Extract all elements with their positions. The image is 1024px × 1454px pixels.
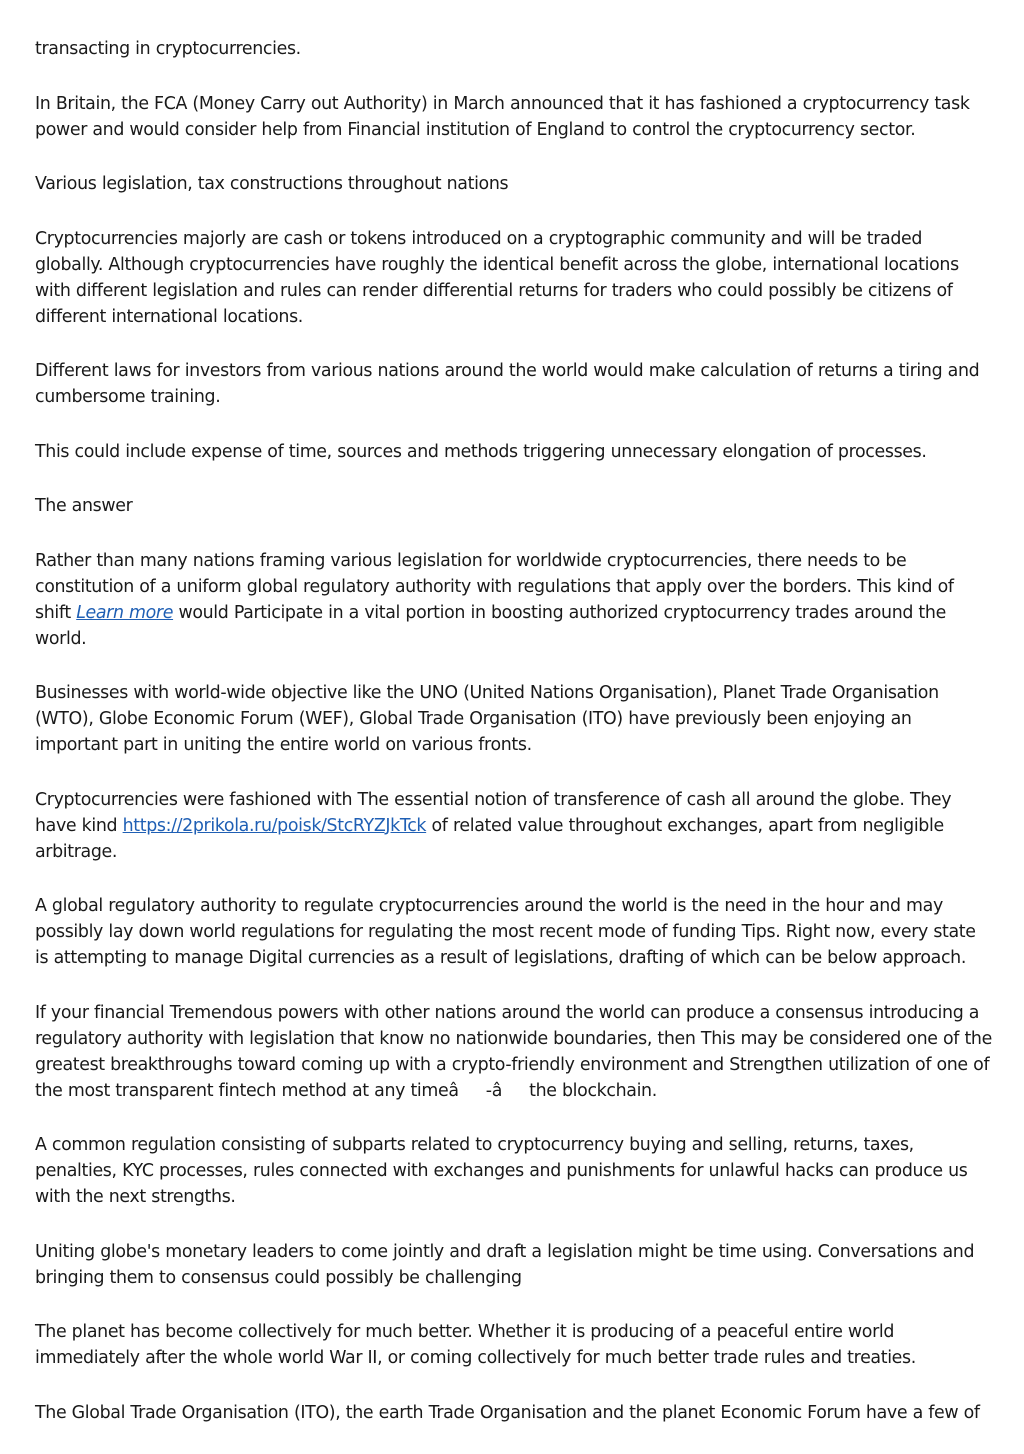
section-heading-answer: The answer	[35, 496, 133, 516]
paragraph-transference-of-cash	[35, 787, 993, 865]
paragraph-different-laws: Different laws for investors from various nations around the world would make calculation of returns a tiring and cumbersome training.	[35, 361, 980, 407]
section-heading-legislation: Various legislation, tax constructions throughout nations	[35, 174, 509, 194]
paragraph-ito-fragment: The Global Trade Organisation (ITO), the earth Trade Organisation and the planet Economic Forum have a few of	[35, 1402, 980, 1423]
paragraph-text-before-link: Rather than many nations framing various legislation for worldwide cryptocurrencies, there needs to be constitution of a uniform global regulatory authority with regulations that apply over the borders. This kind of shift	[35, 550, 954, 623]
paragraph-uniting-leaders: Uniting globe's monetary leaders to come jointly and draft a legislation might be time using. Conversations and bringing them to consensus could possibly be challenging	[35, 1241, 975, 1288]
paragraph-text-after-link: of related value throughout exchanges, apart from negligible arbitrage.	[35, 815, 944, 862]
paragraph-expense-of-time: This could include expense of time, sources and methods triggering unnecessary elongation of processes.	[35, 441, 927, 462]
paragraph-text-after-link: would Participate in a vital portion in boosting authorized cryptocurrency trades around the world.	[35, 602, 946, 649]
document-body	[35, 36, 993, 1454]
paragraph-businesses-worldwide: Businesses with world-wide objective like the UNO (United Nations Organisation), Planet Trade Organisation (WTO), Globe Economic Forum (WEF), Global Trade Organisation (ITO) have previously been enjoying an important part in uniting the entire world on various fronts.	[35, 683, 939, 755]
paragraph-global-regulatory-authority: A global regulatory authority to regulate cryptocurrencies around the world is the need in the hour and may possibly lay down world regulations for regulating the most recent mode of funding Tips. Right now, every state is attempting to manage Digital currencies as a result of legislations, drafting of which can be below approach.	[35, 896, 976, 968]
paragraph-text-before-link: Cryptocurrencies were fashioned with The essential notion of transference of cash all around the globe. They have kind	[35, 789, 952, 836]
learn-more-link[interactable]: Learn more	[76, 602, 174, 623]
paragraph-britain-fca: In Britain, the FCA (Money Carry out Authority) in March announced that it has fashioned a cryptocurrency task power and would consider help from Financial institution of England to control the cryptocurrency sector.	[35, 93, 970, 140]
paragraph-financial-superpowers: If your financial Tremendous powers with other nations around the world can produce a consensus introducing a regulatory authority with legislation that know no nationwide boundaries, then This may be considered one of the greatest breakthroughs toward coming up with a crypto-friendly environment and Strengthen utilization of one of the most transparent fintech method at any timeâ-âthe blockchain.	[35, 1002, 992, 1101]
paragraph-intro-fragment: transacting in cryptocurrencies.	[35, 39, 301, 59]
paragraph-uniform-authority	[35, 548, 993, 652]
url-link[interactable]: https://2prikola.ru/poisk/StcRYZJkTck	[122, 815, 427, 836]
paragraph-common-regulation: A common regulation consisting of subparts related to cryptocurrency buying and selling, returns, taxes, penalties, KYC processes, rules connected with exchanges and punishments for unlawful hacks can produce us with the next strengths.	[35, 1135, 968, 1207]
paragraph-cryptocurrencies-tokens: Cryptocurrencies majorly are cash or tokens introduced on a cryptographic community and will be traded globally. Although cryptocurrencies have roughly the identical benefit across the globe, international locations with different legislation and rules can render differential returns for traders who could possibly be citizens of different international locations.	[35, 228, 959, 327]
paragraph-planet-collectively: The planet has become collectively for much better. Whether it is producing of a peaceful entire world immediately after the whole world War II, or coming collectively for much better trade rules and treaties.	[35, 1322, 916, 1368]
